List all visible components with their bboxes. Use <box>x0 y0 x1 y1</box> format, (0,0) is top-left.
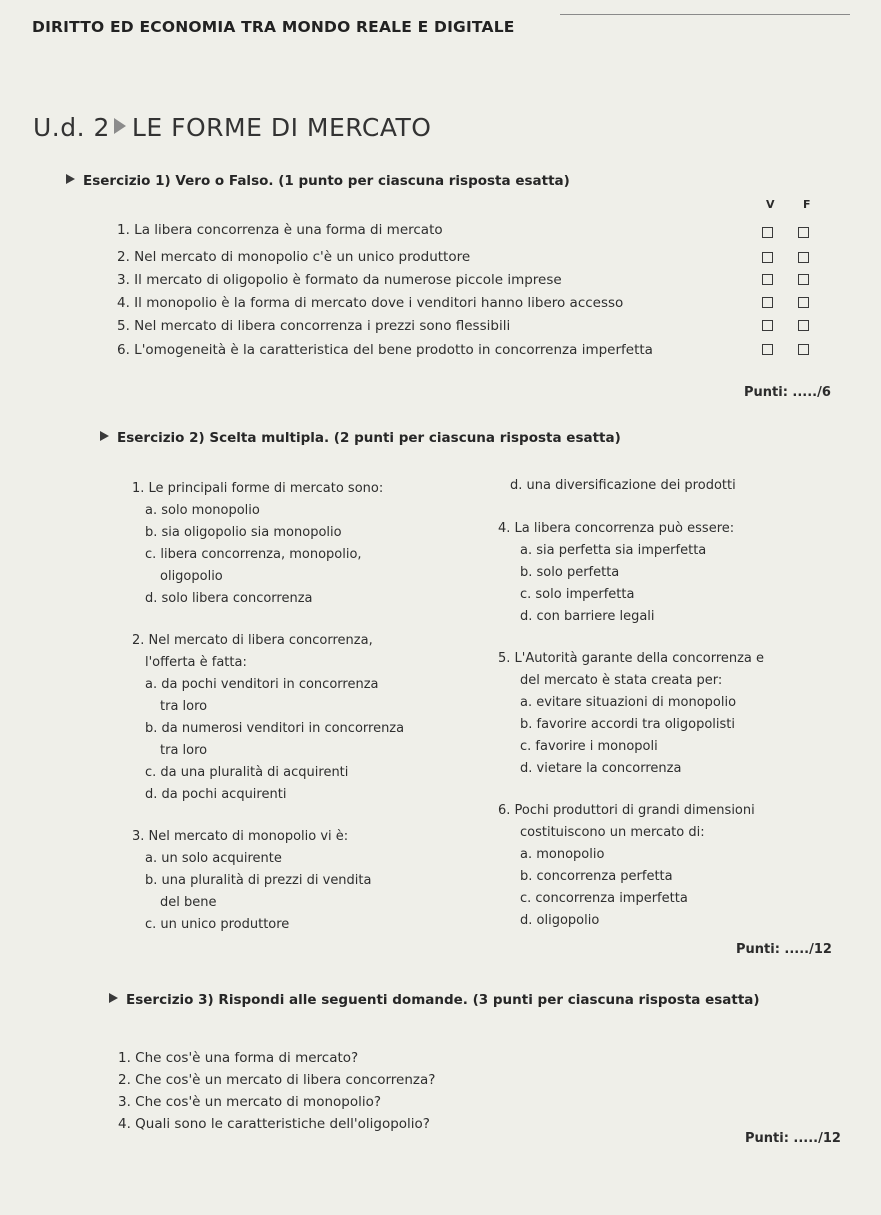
mc-option[interactable]: b. solo perfetta <box>520 565 620 580</box>
open-question-4: 4. Quali sono le caratteristiche dell'oligopolio? <box>118 1116 430 1132</box>
bullet-arrow-icon <box>100 431 109 441</box>
checkbox-true-1[interactable] <box>762 227 773 238</box>
checkbox-true-2[interactable] <box>762 252 773 263</box>
mc-option-continued: tra loro <box>160 699 208 714</box>
mc-option[interactable]: d. solo libera concorrenza <box>145 591 313 606</box>
mc-option[interactable]: c. favorire i monopoli <box>520 739 658 754</box>
mc-option[interactable]: c. concorrenza imperfetta <box>520 891 688 906</box>
exercise3-score: Punti: ...../12 <box>745 1131 841 1146</box>
exercise1-score: Punti: ...../6 <box>744 385 831 400</box>
tf-item-6: 6. L'omogeneità è la caratteristica del bene prodotto in concorrenza imperfetta <box>117 342 653 358</box>
checkbox-false-5[interactable] <box>798 320 809 331</box>
page-header-title: DIRITTO ED ECONOMIA TRA MONDO REALE E DIGITALE <box>32 18 515 36</box>
mc-option[interactable]: a. sia perfetta sia imperfetta <box>520 543 707 558</box>
checkbox-false-6[interactable] <box>798 344 809 355</box>
open-question-1: 1. Che cos'è una forma di mercato? <box>118 1050 359 1066</box>
exercise2-score: Punti: ...../12 <box>736 942 832 957</box>
mc-option-continued: del bene <box>160 895 217 910</box>
mc-option[interactable]: c. da una pluralità di acquirenti <box>145 765 349 780</box>
checkbox-false-1[interactable] <box>798 227 809 238</box>
mc-option[interactable]: b. una pluralità di prezzi di vendita <box>145 873 372 888</box>
arrow-right-icon <box>114 118 126 134</box>
checkbox-false-4[interactable] <box>798 297 809 308</box>
mc-question-1: 1. Le principali forme di mercato sono: <box>132 481 384 496</box>
unit-number: U.d. 2 <box>33 113 110 142</box>
mc-question-2-continued: l'offerta è fatta: <box>145 655 247 670</box>
tf-item-3: 3. Il mercato di oligopolio è formato da numerose piccole imprese <box>117 272 562 288</box>
checkbox-true-5[interactable] <box>762 320 773 331</box>
tf-item-2: 2. Nel mercato di monopolio c'è un unico produttore <box>117 249 471 265</box>
unit-title <box>33 113 431 142</box>
mc-option[interactable]: a. da pochi venditori in concorrenza <box>145 677 379 692</box>
mc-question-3: 3. Nel mercato di monopolio vi è: <box>132 829 349 844</box>
mc-option[interactable]: a. solo monopolio <box>145 503 260 518</box>
open-question-2: 2. Che cos'è un mercato di libera concorrenza? <box>118 1072 436 1088</box>
mc-option[interactable]: b. da numerosi venditori in concorrenza <box>145 721 405 736</box>
checkbox-false-3[interactable] <box>798 274 809 285</box>
mc-option[interactable]: c. libera concorrenza, monopolio, <box>145 547 362 562</box>
exercise2-title: Esercizio 2) Scelta multipla. (2 punti per ciascuna risposta esatta) <box>100 430 621 446</box>
top-rule <box>560 14 850 15</box>
mc-question-6: 6. Pochi produttori di grandi dimensioni <box>498 803 755 818</box>
exercise1-title: Esercizio 1) Vero o Falso. (1 punto per ciascuna risposta esatta) <box>66 173 570 189</box>
checkbox-true-3[interactable] <box>762 274 773 285</box>
mc-option[interactable]: d. da pochi acquirenti <box>145 787 287 802</box>
mc-option-continued: tra loro <box>160 743 208 758</box>
mc-option-continued: oligopolio <box>160 569 223 584</box>
mc-option[interactable]: b. sia oligopolio sia monopolio <box>145 525 342 540</box>
checkbox-false-2[interactable] <box>798 252 809 263</box>
mc-option[interactable]: a. evitare situazioni di monopolio <box>520 695 737 710</box>
mc-question-5-continued: del mercato è stata creata per: <box>520 673 723 688</box>
mc-question-4: 4. La libera concorrenza può essere: <box>498 521 735 536</box>
column-false-label: F <box>803 198 811 211</box>
mc-option[interactable]: d. con barriere legali <box>520 609 655 624</box>
mc-option[interactable]: d. vietare la concorrenza <box>520 761 682 776</box>
mc-option[interactable]: b. favorire accordi tra oligopolisti <box>520 717 736 732</box>
exercise3-title: Esercizio 3) Rispondi alle seguenti domande. (3 punti per ciascuna risposta esatta) <box>109 992 760 1008</box>
mc-option[interactable]: c. solo imperfetta <box>520 587 635 602</box>
checkbox-true-6[interactable] <box>762 344 773 355</box>
checkbox-true-4[interactable] <box>762 297 773 308</box>
mc-question-6-continued: costituiscono un mercato di: <box>520 825 705 840</box>
mc-option[interactable]: d. una diversificazione dei prodotti <box>510 478 736 493</box>
mc-option[interactable]: a. monopolio <box>520 847 605 862</box>
open-question-3: 3. Che cos'è un mercato di monopolio? <box>118 1094 382 1110</box>
mc-option[interactable]: a. un solo acquirente <box>145 851 282 866</box>
mc-option[interactable]: d. oligopolio <box>520 913 600 928</box>
bullet-arrow-icon <box>109 993 118 1003</box>
tf-item-5: 5. Nel mercato di libera concorrenza i prezzi sono flessibili <box>117 318 511 334</box>
tf-item-1: 1. La libera concorrenza è una forma di mercato <box>117 222 443 238</box>
unit-name: LE FORME DI MERCATO <box>131 113 432 142</box>
tf-item-4: 4. Il monopolio è la forma di mercato dove i venditori hanno libero accesso <box>117 295 624 311</box>
mc-question-5: 5. L'Autorità garante della concorrenza e <box>498 651 765 666</box>
bullet-arrow-icon <box>66 174 75 184</box>
mc-question-2: 2. Nel mercato di libera concorrenza, <box>132 633 373 648</box>
mc-option[interactable]: c. un unico produttore <box>145 917 290 932</box>
mc-option[interactable]: b. concorrenza perfetta <box>520 869 673 884</box>
column-true-label: V <box>766 198 775 211</box>
